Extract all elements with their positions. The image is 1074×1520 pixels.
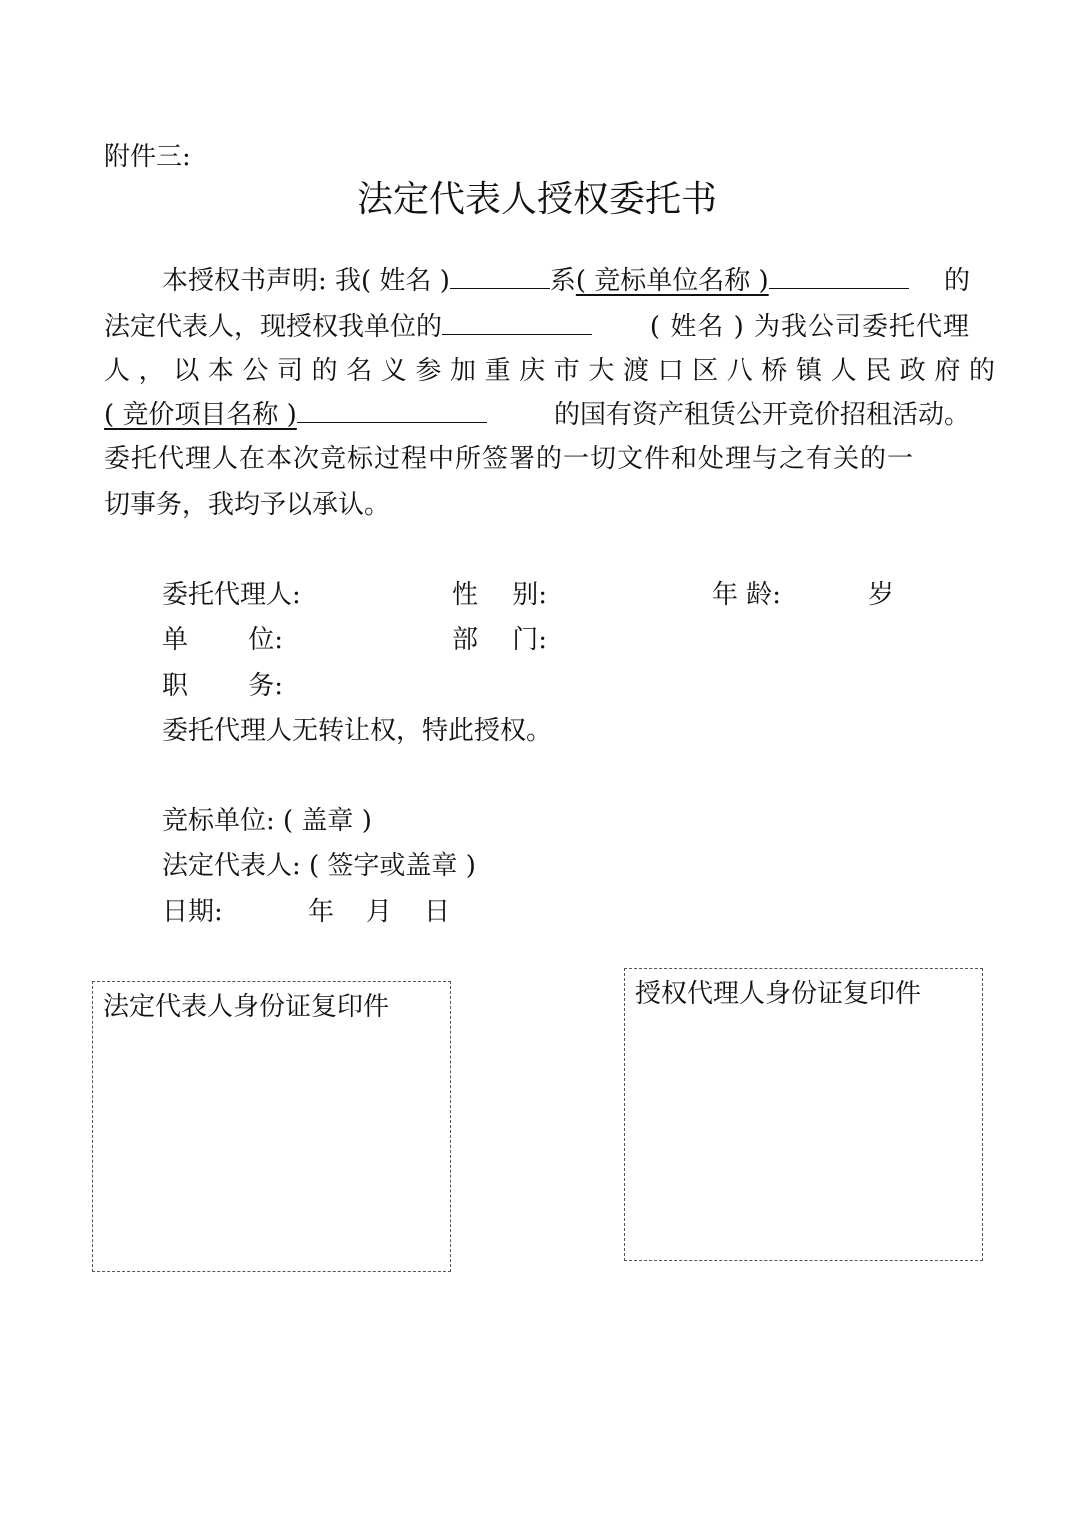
attachment-label: 附件三: — [104, 142, 191, 172]
name-blank[interactable] — [450, 264, 550, 289]
statement-line-1 — [162, 264, 970, 296]
statement-line-5: 委托代理人在本次竞标过程中所签署的一切文件和处理与之有关的一 — [104, 444, 915, 474]
date-label: 日期: — [162, 897, 223, 927]
age-unit: 岁 — [868, 580, 895, 610]
statement-text-1b: 系 — [549, 266, 576, 296]
legal-rep-id-copy-label: 法定代表人身份证复印件 — [103, 992, 390, 1022]
legal-rep-id-copy-box — [92, 981, 451, 1272]
bidder-name-field: ( 竞标单位名称 ) — [575, 266, 769, 296]
position-label: 职 务: — [162, 671, 284, 701]
statement-line-4 — [104, 398, 970, 430]
agent-id-copy-label: 授权代理人身份证复印件 — [635, 979, 922, 1009]
bidder-name-blank[interactable] — [769, 264, 909, 289]
statement-text-1a: 本授权书声明: 我( 姓名 ) — [162, 266, 450, 296]
statement-text-2a: 法定代表人，现授权我单位的 — [104, 312, 443, 342]
date-day: 日 — [424, 897, 451, 927]
agent-label: 委托代理人: — [162, 580, 301, 610]
statement-text-4b: 的国有资产租赁公开竞价招租活动。 — [553, 400, 970, 430]
date-month: 月 — [366, 897, 393, 927]
statement-text-2b: ( 姓名 ) 为我公司委托代理 — [649, 312, 970, 342]
no-transfer-text: 委托代理人无转让权，特此授权。 — [162, 716, 553, 746]
statement-line-6: 切事务，我均予以承认。 — [104, 490, 391, 520]
legal-rep-sign-line: 法定代表人: ( 签字或盖章 ) — [162, 851, 476, 881]
bidder-seal-line: 竞标单位: ( 盖章 ) — [162, 806, 372, 836]
project-name-blank[interactable] — [297, 398, 487, 423]
date-year: 年 — [308, 897, 335, 927]
department-label: 部 门: — [452, 625, 548, 655]
gender-label: 性 别: — [452, 580, 548, 610]
statement-line-3: 人，以本公司的名义参加重庆市大渡口区八桥镇人民政府的 — [104, 356, 1004, 386]
statement-text-1d: 的 — [943, 266, 970, 296]
document-title: 法定代表人授权委托书 — [356, 179, 717, 220]
project-name-field: ( 竞价项目名称 ) — [104, 400, 297, 430]
agent-id-copy-box — [624, 968, 983, 1261]
agent-name-blank[interactable] — [442, 310, 592, 335]
statement-line-2 — [104, 310, 970, 342]
unit-label: 单 位: — [162, 625, 284, 655]
age-label: 年 龄: — [712, 580, 782, 610]
